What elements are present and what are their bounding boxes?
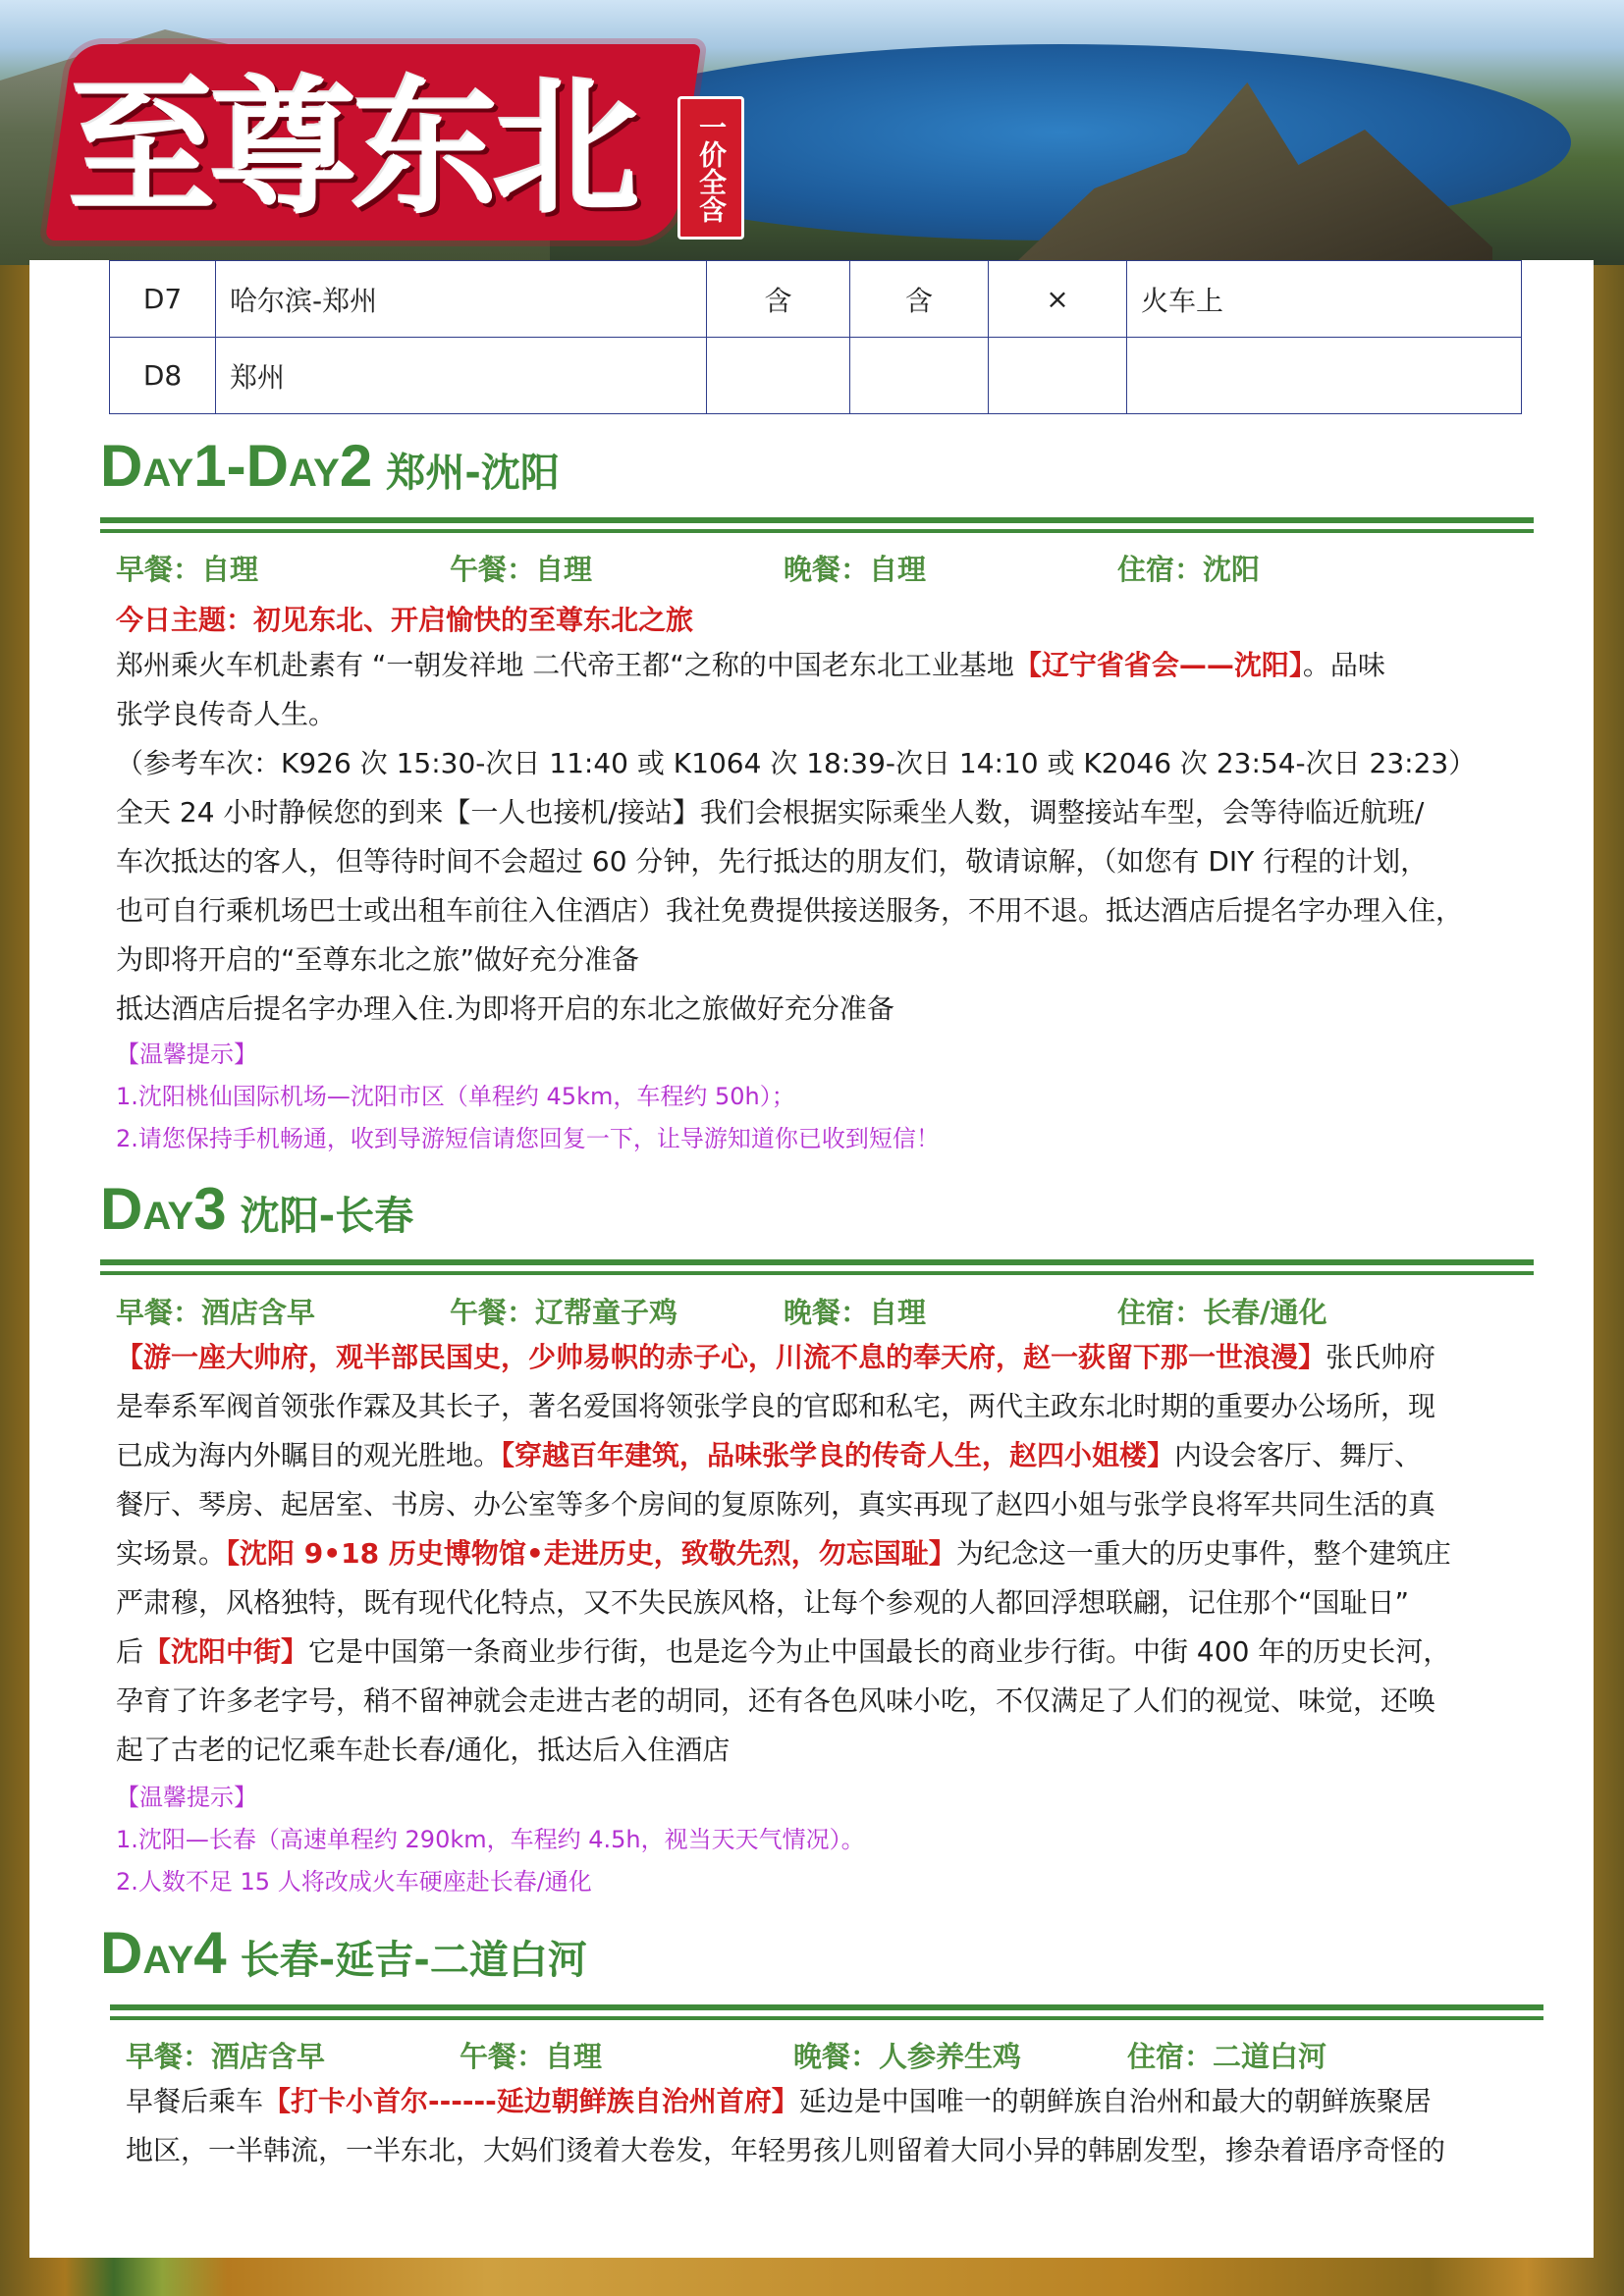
day-route: 沈阳-长春	[240, 1194, 414, 1239]
table-cell-day: D8	[110, 338, 216, 414]
tips-block: 【温馨提示】 1.沈阳—长春（高速单程约 290km，车程约 4.5h，视当天天气情况）。 2.人数不足 15 人将改成火车硬座赴长春/通化	[116, 1784, 865, 1896]
day4-description: 早餐后乘车【打卡小首尔------延边朝鲜族自治州首府】延边是中国唯一的朝鲜族自治州和最大的朝鲜族聚居 地区，一半韩流，一半东北，大妈们烫着大卷发，年轻男孩儿则留着大同小异的韩剧发型，掺杂着语序奇怪的	[126, 2085, 1446, 2166]
day-route: 长春-延吉-二道白河	[240, 1938, 587, 1983]
table-cell-lunch: 含	[850, 261, 989, 338]
tips-block: 【温馨提示】 1.沈阳桃仙国际机场—沈阳市区（单程约 45km，车程约 50h）； 2.请您保持手机畅通，收到导游短信请您回复一下，让导游知道你已收到短信！	[116, 1041, 940, 1152]
meals-row: 早餐：酒店含早 午餐：辽帮童子鸡 晚餐：自理 住宿：长春/通化	[116, 1296, 1327, 1329]
table-cell-breakfast: 含	[707, 261, 850, 338]
meals-row: 早餐：自理 午餐：自理 晚餐：自理 住宿：沈阳	[116, 553, 1261, 586]
meals-row: 早餐：酒店含早 午餐：自理 晚餐：人参养生鸡 住宿：二道白河	[126, 2040, 1327, 2073]
table-cell-dinner	[989, 338, 1127, 414]
day4-heading: DAY4 长春-延吉-二道白河	[100, 1920, 587, 1986]
section-divider	[100, 517, 1534, 533]
day1-description: 郑州乘火车机赴素有 “一朝发祥地 二代帝王都“之称的中国老东北工业基地【辽宁省省会——沈阳】。品味 张学良传奇人生。 （参考车次：K926 次 15:30-次日 11:40 或 K1064 次 18:39-次日 14:10 或 K2046 次 23:54-次日 23:23） 全天 24 小时静候您的到来【一人也接机/接站】我们会根据实际乘坐人数，调整接站车型，会等待临近航班/ 车次抵达的客人，但等待时间不会超过 60 分钟，先行抵达的朋友们，敬请谅解，（如您有 DIY 行程的计划， 也可自行乘机场巴士或出租车前往入住酒店）我社免费提供接送服务，不用不退。抵达酒店后提名字办理入住， 为即将开启的“至尊东北之旅”做好充分准备 抵达酒店后提名字办理入住.为即将开启的东北之旅做好充分准备	[116, 649, 1477, 1025]
day3-heading: DAY3 沈阳-长春	[100, 1176, 414, 1242]
table-row	[110, 261, 1522, 338]
table-cell-day: D7	[110, 261, 216, 338]
day3-description: 【游一座大帅府，观半部民国史，少帅易帜的赤子心，川流不息的奉天府，赵一荻留下那一世浪漫】张氏帅府 是奉系军阀首领张作霖及其长子，著名爱国将领张学良的官邸和私宅，两代主政东北时期的重要办公场所，现 已成为海内外瞩目的观光胜地。【穿越百年建筑，品味张学良的传奇人生，赵四小姐楼】内设会客厅、舞厅、 餐厅、琴房、起居室、书房、办公室等多个房间的复原陈列，真实再现了赵四小姐与张学良将军共同生活的真 实场景。【沈阳 9•18 历史博物馆•走进历史，致敬先烈，勿忘国耻】为纪念这一重大的历史事件，整个建筑庄 严肃穆，风格独特，既有现代化特点，又不失民族风格，让每个参观的人都回浮想联翩，记住那个“国耻日” 后【沈阳中街】它是中国第一条商业步行街，也是迄今为止中国最长的商业步行街。中街 400 年的历史长河， 孕育了许多老字号，稍不留神就会走进古老的胡同，还有各色风味小吃，不仅满足了人们的视觉、味觉，还唤 起了古老的记忆乘车赴长春/通化，抵达后入住酒店	[116, 1341, 1451, 1766]
banner-price-tag: 一价全含	[677, 96, 744, 240]
section-divider	[100, 1259, 1534, 1275]
table-cell-breakfast	[707, 338, 850, 414]
table-cell-hotel	[1127, 338, 1522, 414]
table-cell-lunch	[850, 338, 989, 414]
header-banner	[0, 0, 1624, 265]
day1-2-heading: DAY1-DAY2 郑州-沈阳	[100, 433, 560, 499]
day-theme: 今日主题：初见东北、开启愉快的至尊东北之旅	[116, 604, 694, 636]
itinerary-table	[109, 260, 1522, 414]
table-cell-dinner: ×	[989, 261, 1127, 338]
table-cell-route: 哈尔滨-郑州	[216, 261, 707, 338]
content-card	[29, 260, 1594, 2258]
table-row	[110, 338, 1522, 414]
table-cell-hotel: 火车上	[1127, 261, 1522, 338]
section-divider	[110, 2004, 1543, 2020]
day-route: 郑州-沈阳	[386, 451, 560, 496]
banner-title: 至尊东北	[69, 62, 635, 235]
table-cell-route: 郑州	[216, 338, 707, 414]
